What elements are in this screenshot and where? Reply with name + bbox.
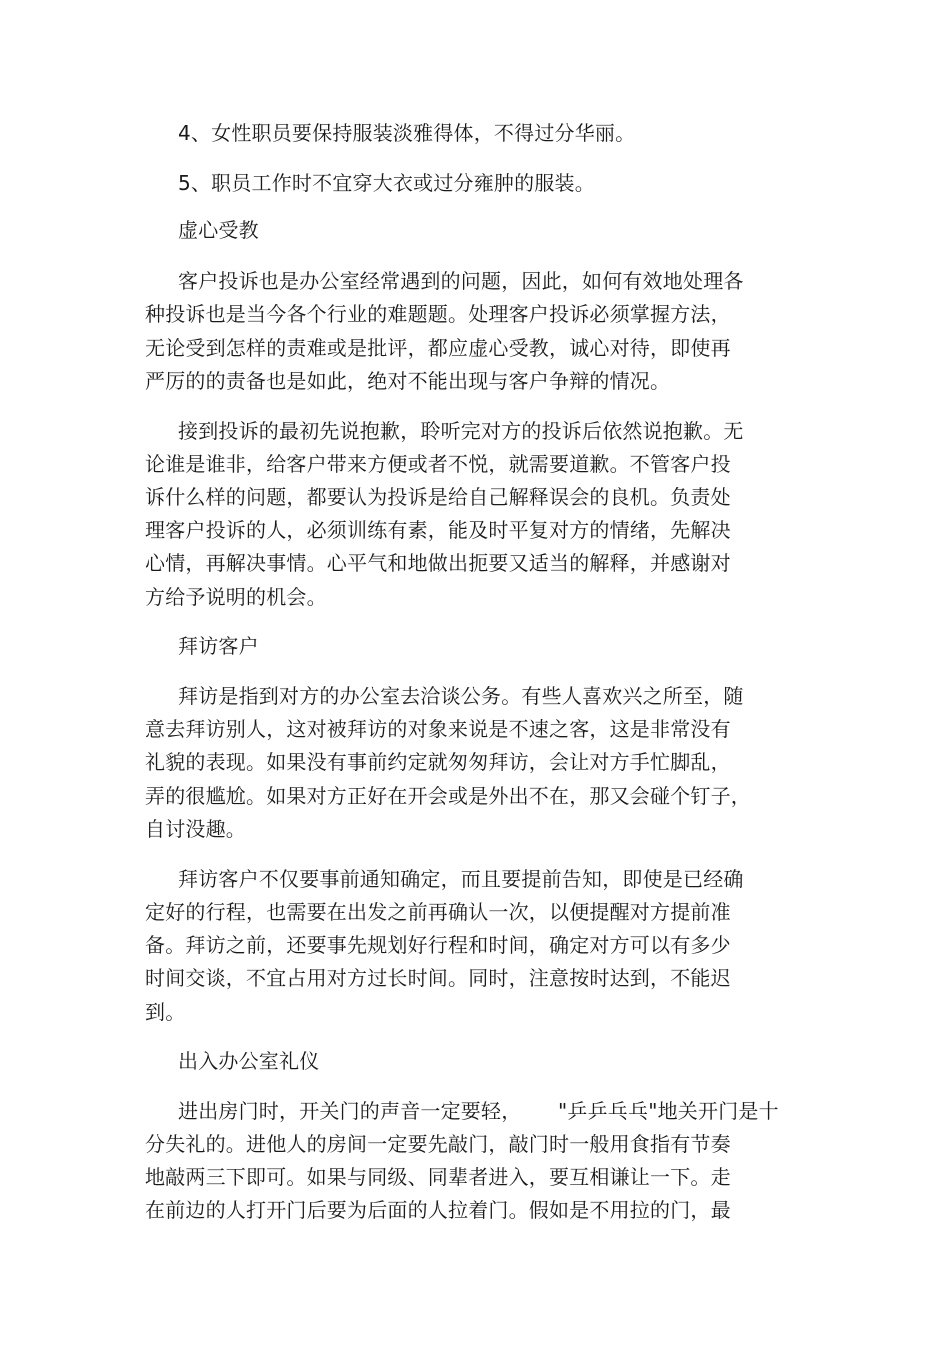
rule-5: 5、职员工作时不宜穿大衣或过分雍肿的服装。 <box>178 171 595 195</box>
para-visit-line: 弄的很尴尬。如果对方正好在开会或是外出不在，那又会碰个钉子， <box>145 784 751 808</box>
para-visit-line: 意去拜访别人，这对被拜访的对象来说是不速之客，这是非常没有 <box>145 717 731 741</box>
para-doors-line: 在前边的人打开门后要为后面的人拉着门。假如是不用拉的门，最 <box>145 1198 731 1222</box>
para-visit-line: 自讨没趣。 <box>145 817 246 841</box>
para-apology-line: 诉什么样的问题，都要认为投诉是给自己解释误会的良机。负责处 <box>145 485 731 509</box>
para-doors-line-quote: "乒乒乓乓"地关开门是十 <box>558 1099 779 1123</box>
rule-4: 4、女性职员要保持服装淡雅得体，不得过分华丽。 <box>178 121 636 145</box>
para-schedule-line: 到。 <box>145 1000 186 1024</box>
para-visit-line: 礼貌的表现。如果没有事前约定就匆匆拜访，会让对方手忙脚乱， <box>145 750 731 774</box>
para-complaints-line: 种投诉也是当今各个行业的难题题。处理客户投诉必须掌握方法， <box>145 302 731 326</box>
section-heading-visit: 拜访客户 <box>178 634 259 658</box>
para-schedule-line: 定好的行程，也需要在出发之前再确认一次，以便提醒对方提前准 <box>145 900 731 924</box>
para-doors-line: 分失礼的。进他人的房间一定要先敲门，敲门时一般用食指有节奏 <box>145 1132 731 1156</box>
para-doors-line: 地敲两三下即可。如果与同级、同辈者进入，要互相谦让一下。走 <box>145 1165 731 1189</box>
para-visit-line: 拜访是指到对方的办公室去洽谈公务。有些人喜欢兴之所至，随 <box>178 684 744 708</box>
para-complaints-line: 严厉的的责备也是如此，绝对不能出现与客户争辩的情况。 <box>145 369 671 393</box>
para-doors-line: 进出房门时，开关门的声音一定要轻， <box>178 1099 522 1123</box>
para-complaints-line: 无论受到怎样的责难或是批评，都应虚心受教，诚心对待，即使再 <box>145 336 731 360</box>
para-schedule-line: 拜访客户不仅要事前通知确定，而且要提前告知，即使是已经确 <box>178 867 744 891</box>
para-apology-line: 论谁是谁非，给客户带来方便或者不悦，就需要道歉。不管客户投 <box>145 452 731 476</box>
para-complaints-line: 客户投诉也是办公室经常遇到的问题，因此，如何有效地处理各 <box>178 269 744 293</box>
para-apology-line: 心情，再解决事情。心平气和地做出扼要又适当的解释，并感谢对 <box>145 551 731 575</box>
para-apology-line: 方给予说明的机会。 <box>145 585 327 609</box>
para-apology-line: 接到投诉的最初先说抱歉，聆听完对方的投诉后依然说抱歉。无 <box>178 419 744 443</box>
para-apology-line: 理客户投诉的人，必须训练有素，能及时平复对方的情绪，先解决 <box>145 518 731 542</box>
para-schedule-line: 时间交谈，不宜占用对方过长时间。同时，注意按时达到，不能迟 <box>145 966 731 990</box>
section-heading-office: 出入办公室礼仪 <box>178 1049 320 1073</box>
section-heading-modesty: 虚心受教 <box>178 218 259 242</box>
para-schedule-line: 备。拜访之前，还要事先规划好行程和时间，确定对方可以有多少 <box>145 933 731 957</box>
